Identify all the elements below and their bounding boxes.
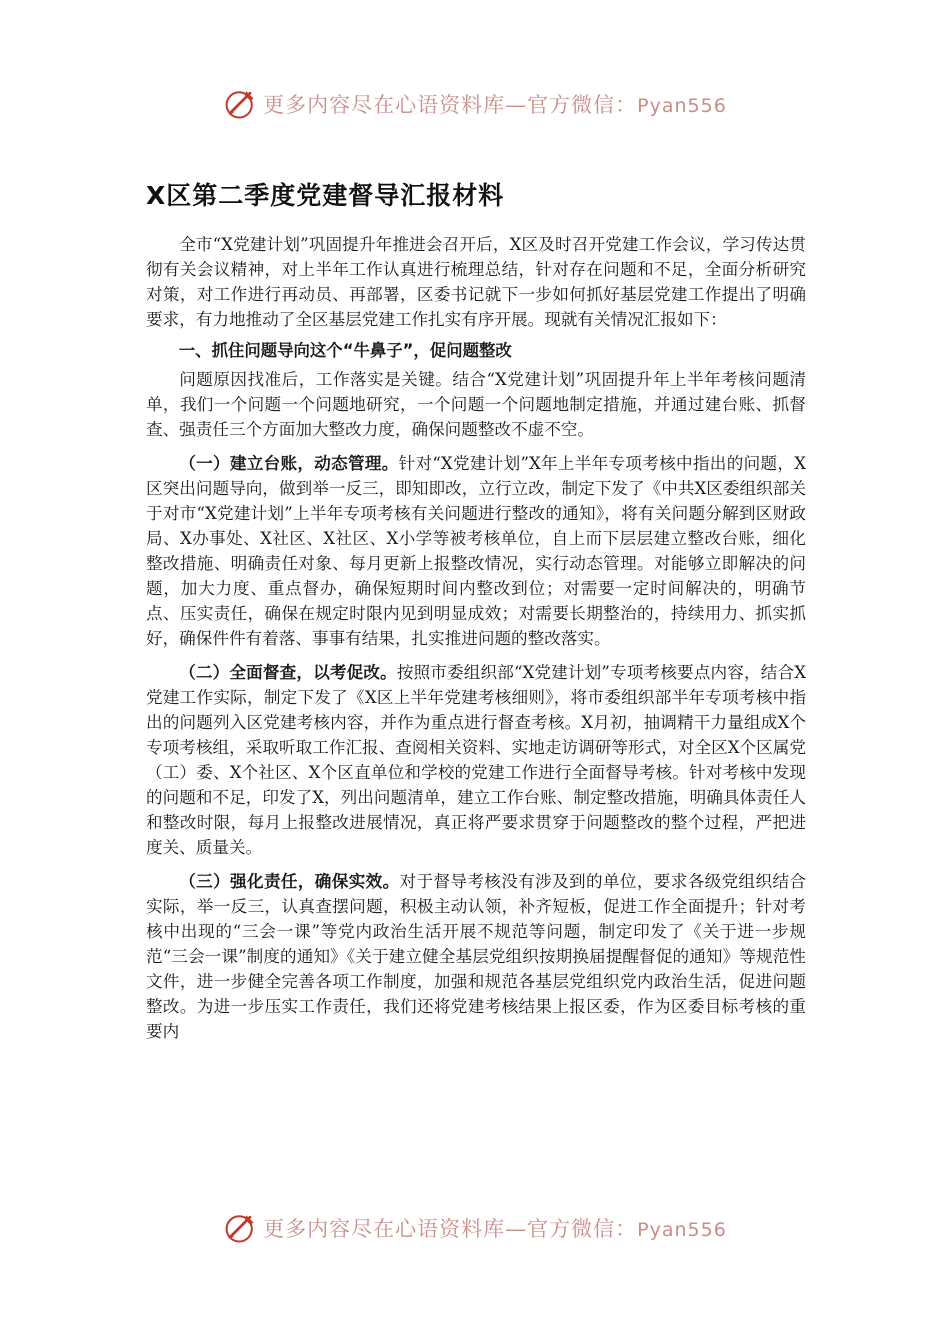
item-text-3: 对于督导考核没有涉及到的单位，要求各级党组织结合实际，举一反三，认真查摆问题，积极主动认领，补齐短板，促进工作全面提升；针对考核中出现的“三会一课”等党内政治生活开展不规范等问题，制定印发了《关于进一步规范“三会一课”制度的通知》《关于建立健全基层党组织按期换届提醒督促的通知》等规范性文件，进一步健全完善各项工作制度，加强和规范各基层党组织党内政治生活，促进问题整改。为进一步压实工作责任，我们还将党建考核结果上报区委，作为区委目标考核的重要内: [146, 872, 807, 1041]
banner-wechat-id: Pyan556: [637, 1219, 727, 1241]
banner-text: 更多内容尽在心语资料库—官方微信：Pyan556: [263, 93, 727, 117]
page-title: X区第二季度党建督导汇报材料: [146, 181, 505, 210]
header-banner: [0, 84, 950, 124]
item-text-2: 按照市委组织部“X党建计划”专项考核要点内容，结合X党建工作实际，制定下发了《X区上半年党建考核细则》，将市委组织部半年专项考核中指出的问题列入区党建考核内容，并作为重点进行督查考核。X月初，抽调精干力量组成X个专项考核组，采取听取工作汇报、查阅相关资料、实地走访调研等形式，对全区X个区属党（工）委、X个社区、X个区直单位和学校的党建工作进行全面督导考核。针对考核中发现的问题和不足，印发了X，列出问题清单，建立工作台账、制定整改措施，明确具体责任人和整改时限，每月上报整改进展情况，真正将严要求贯穿于问题整改的整个过程，严把进度关、质量关。: [146, 663, 807, 857]
document-body: [146, 232, 806, 1044]
intro-paragraph: 全市“X党建计划”巩固提升年推进会召开后，X区及时召开党建工作会议，学习传达贯彻有关会议精神，对上半年工作认真进行梳理总结，针对存在问题和不足，全面分析研究对策，对工作进行再动员、再部署，区委书记就下一步如何抓好基层党建工作提出了明确要求，有力地推动了全区基层党建工作扎实有序开展。现就有关情况汇报如下：: [146, 235, 806, 329]
item-lead-1: （一）建立台账，动态管理。: [179, 454, 399, 473]
pen-logo-icon: [223, 1210, 259, 1246]
item-lead-3: （三）强化责任，确保实效。: [179, 872, 400, 891]
section-heading: 一、抓住问题导向这个“牛鼻子”，促问题整改: [178, 341, 512, 360]
item-text-1: 针对“X党建计划”X年上半年专项考核中指出的问题，X区突出问题导向，做到举一反三，即知即改，立行立改，制定下发了《中共X区委组织部关于对市“X党建计划”上半年专项考核有关问题进行整改的通知》，将有关问题分解到区财政局、X办事处、X社区、X社区、X小学等被考核单位，自上而下层层建立整改台账，细化整改措施、明确责任对象、每月更新上报整改情况，实行动态管理。对能够立即解决的问题，加大力度、重点督办，确保短期时间内整改到位；对需要一定时间解决的，明确节点、压实责任，确保在规定时限内见到明显成效；对需要长期整治的，持续用力、抓实抓好，确保件件有着落、事事有结果，扎实推进问题的整改落实。: [146, 454, 807, 648]
footer-banner: [0, 1208, 950, 1248]
item-lead-2: （二）全面督查，以考促改。: [179, 663, 397, 682]
item-paragraph-1: [146, 451, 806, 651]
item-paragraph-3: [146, 869, 806, 1044]
pen-logo-icon: [223, 86, 259, 122]
section-paragraph: 问题原因找准后，工作落实是关键。结合“X党建计划”巩固提升年上半年考核问题清单，我们一个问题一个问题地研究，一个问题一个问题地制定措施，并通过建台账、抓督查、强责任三个方面加大整改力度，确保问题整改不虚不空。: [146, 370, 806, 439]
banner-text: 更多内容尽在心语资料库—官方微信：Pyan556: [263, 1217, 727, 1241]
item-paragraph-2: [146, 660, 806, 860]
banner-wechat-id: Pyan556: [637, 95, 727, 117]
